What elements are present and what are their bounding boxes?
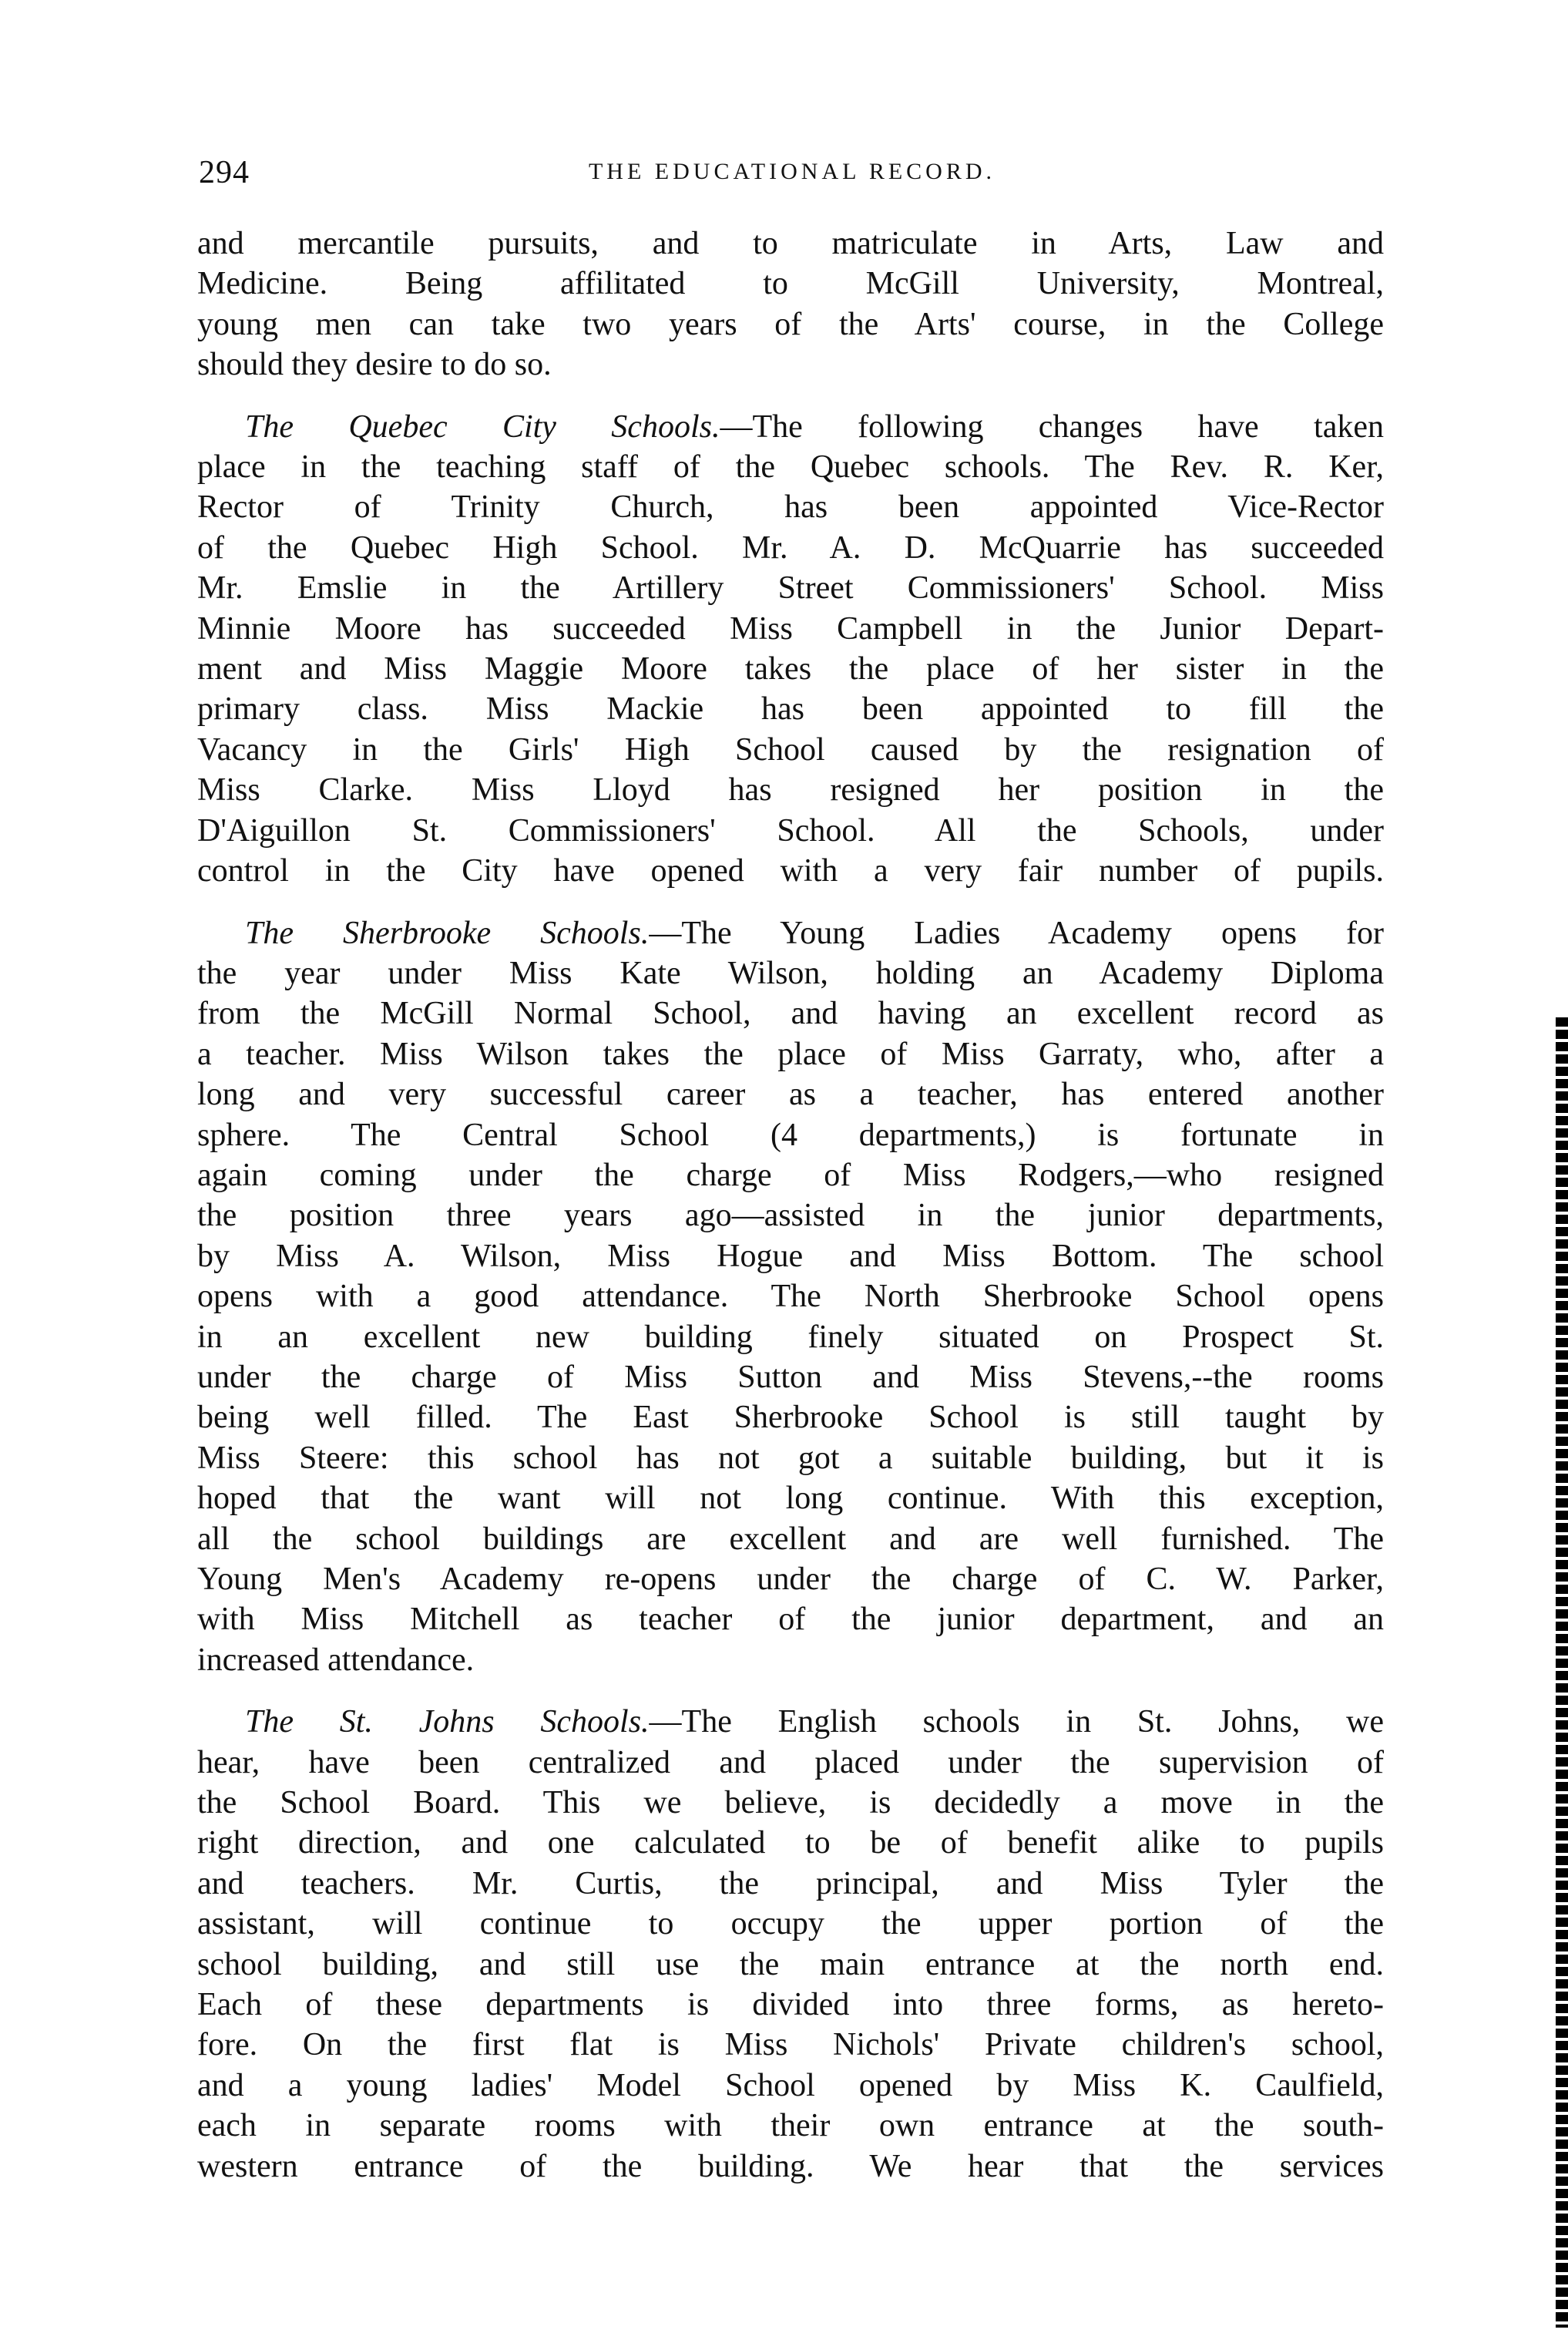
text-line — [197, 913, 1384, 953]
text-line: Each of these departments is divided into three forms, as hereto- — [197, 1987, 1384, 2023]
text-line: again coming under the charge of Miss Rodgers,—who resigned — [197, 1157, 1384, 1193]
text-line: right direction, and one calculated to be of benefit alike to pupils — [197, 1825, 1384, 1861]
text-line: by Miss A. Wilson, Miss Hogue and Miss Bottom. The school — [197, 1238, 1384, 1274]
running-head: THE EDUCATIONAL RECORD. — [588, 159, 996, 184]
text-line: western entrance of the building. We hear that the services — [197, 2148, 1384, 2184]
text-line: each in separate rooms with their own entrance at the south- — [197, 2108, 1384, 2144]
text-line: Mr. Emslie in the Artillery Street Commissioners' School. Miss — [197, 570, 1384, 607]
text-line: fore. On the first flat is Miss Nichols' Private children's school, — [197, 2027, 1384, 2063]
text-line: Rector of Trinity Church, has been appointed Vice-Rector — [197, 489, 1384, 526]
text-line: assistant, will continue to occupy the upper portion of the — [197, 1906, 1384, 1942]
scan-edge-artifact — [1556, 1017, 1568, 2328]
page-header — [199, 154, 1385, 200]
text-fragment: —The Young Ladies Academy opens for — [649, 915, 1384, 951]
text-line: long and very successful career as a teacher, has entered another — [197, 1077, 1384, 1113]
text-line: school building, and still use the main entrance at the north end. — [197, 1946, 1384, 1982]
text-line — [197, 1702, 1384, 1742]
text-line: under the charge of Miss Sutton and Miss Stevens,--the rooms — [197, 1359, 1384, 1395]
text-line: the School Board. This we believe, is decidedly a move in the — [197, 1785, 1384, 1821]
text-line: all the school buildings are excellent and are well furnished. The — [197, 1521, 1384, 1557]
text-line: of the Quebec High School. Mr. A. D. McQuarrie has succeeded — [197, 529, 1384, 566]
text-line: being well filled. The East Sherbrooke School is still taught by — [197, 1400, 1384, 1436]
text-fragment: —The following changes have taken — [720, 408, 1384, 445]
text-line: control in the City have opened with a very fair number of pupils. — [197, 853, 1384, 889]
text-line: and mercantile pursuits, and to matriculate in Arts, Law and — [197, 226, 1384, 261]
text-line: D'Aiguillon St. Commissioners' School. All the Schools, under — [197, 812, 1384, 849]
text-line: hear, have been centralized and placed under the supervision of — [197, 1744, 1384, 1780]
section-heading: The St. Johns Schools. — [245, 1704, 650, 1740]
text-line: and teachers. Mr. Curtis, the principal, and Miss Tyler the — [197, 1865, 1384, 1901]
text-line: and a young ladies' Model School opened by Miss K. Caulfield, — [197, 2067, 1384, 2103]
text-line: primary class. Miss Mackie has been appointed to fill the — [197, 691, 1384, 728]
text-line: Medicine. Being affilitated to McGill University, Montreal, — [197, 266, 1384, 302]
text-line: from the McGill Normal School, and having an excellent record as — [197, 996, 1384, 1032]
text-line: with Miss Mitchell as teacher of the junior department, and an — [197, 1602, 1384, 1638]
text-line: young men can take two years of the Arts' course, in the College — [197, 306, 1384, 342]
text-line: Minnie Moore has succeeded Miss Campbell in the Junior Depart- — [197, 610, 1384, 647]
paragraph-quebec-city-schools — [197, 407, 1384, 892]
paragraph-sherbrooke-schools — [197, 913, 1384, 1681]
text-line: increased attendance. — [197, 1642, 475, 1678]
text-line: opens with a good attendance. The North Sherbrooke School opens — [197, 1279, 1384, 1315]
body-text — [197, 224, 1384, 2208]
text-line: sphere. The Central School (4 departments,) is fortunate in — [197, 1117, 1384, 1153]
text-line: hoped that the want will not long continue. With this exception, — [197, 1481, 1384, 1517]
text-line: the year under Miss Kate Wilson, holding an Academy Diploma — [197, 955, 1384, 991]
text-line: Vacancy in the Girls' High School caused by the resignation of — [197, 731, 1384, 768]
text-line: Miss Steere: this school has not got a suitable building, but it is — [197, 1440, 1384, 1476]
text-line: place in the teaching staff of the Quebec schools. The Rev. R. Ker, — [197, 449, 1384, 486]
text-line: should they desire to do so. — [197, 347, 552, 383]
text-line: the position three years ago—assisted in the junior departments, — [197, 1198, 1384, 1234]
section-heading: The Quebec City Schools. — [245, 408, 720, 445]
text-line: in an excellent new building finely situated on Prospect St. — [197, 1319, 1384, 1355]
page-number: 294 — [199, 155, 250, 190]
text-line: Miss Clarke. Miss Lloyd has resigned her position in the — [197, 772, 1384, 808]
paragraph-continuation — [197, 224, 1384, 385]
text-line: Young Men's Academy re-opens under the charge of C. W. Parker, — [197, 1561, 1384, 1597]
text-fragment: —The English schools in St. Johns, we — [649, 1704, 1384, 1740]
text-line: ment and Miss Maggie Moore takes the place of her sister in the — [197, 651, 1384, 687]
text-line — [197, 407, 1384, 447]
paragraph-st-johns-schools — [197, 1702, 1384, 2187]
section-heading: The Sherbrooke Schools. — [245, 915, 650, 951]
text-line: a teacher. Miss Wilson takes the place of Miss Garraty, who, after a — [197, 1036, 1384, 1072]
